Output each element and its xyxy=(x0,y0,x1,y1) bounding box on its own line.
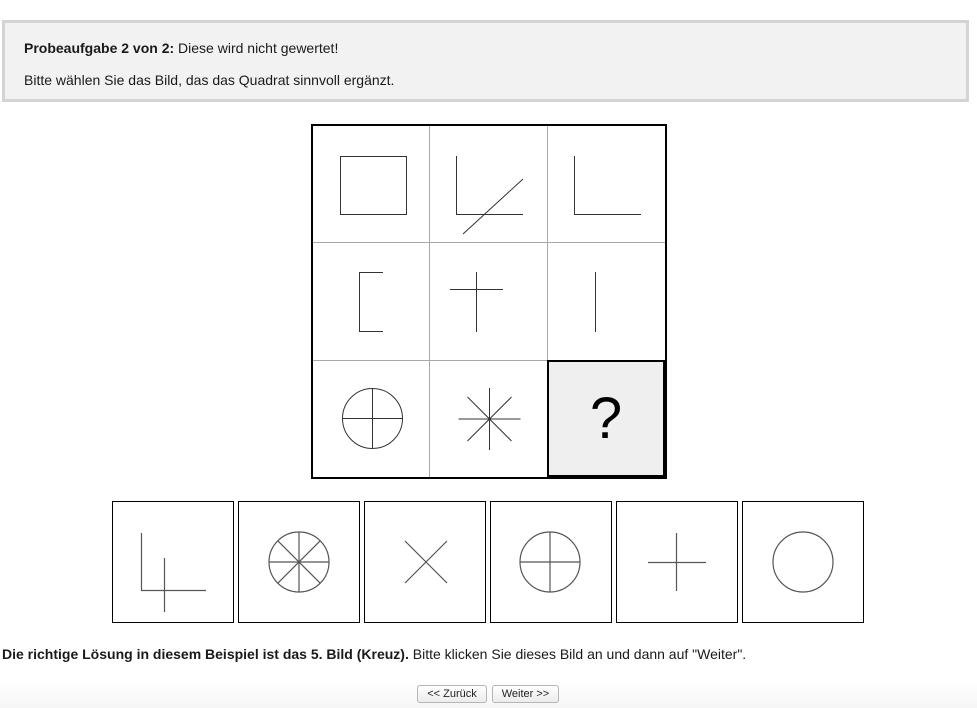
puzzle-matrix xyxy=(311,124,667,479)
open-bracket-figure xyxy=(313,243,429,360)
l-shape-with-diagonal-figure xyxy=(430,126,547,242)
answer-option-2[interactable] xyxy=(238,501,360,623)
back-button[interactable]: << Zurück xyxy=(417,685,487,703)
task-heading xyxy=(24,40,338,56)
missing-cell-question: ? xyxy=(547,360,665,477)
circle-figure xyxy=(743,502,863,622)
l-shape-with-vertical-line-figure xyxy=(113,502,233,622)
solution-hint xyxy=(2,646,746,662)
answer-option-3[interactable] xyxy=(364,501,486,623)
matrix-cell-vertical-line xyxy=(548,243,665,360)
matrix-cell-plus xyxy=(430,243,547,360)
rectangle-figure xyxy=(313,126,429,242)
task-label: Probeaufgabe 2 von 2: xyxy=(24,40,175,56)
matrix-cell-l-shape xyxy=(548,126,665,242)
matrix-cell-circle-cross xyxy=(313,361,429,477)
asterisk-star-figure xyxy=(430,361,547,477)
solution-hint-rest: Bitte klicken Sie dieses Bild an und dann auf "Weiter". xyxy=(408,646,747,662)
answer-option-1[interactable] xyxy=(112,501,234,623)
matrix-cell-rectangle xyxy=(313,126,429,242)
l-shape-figure xyxy=(548,126,665,242)
instruction-box xyxy=(2,20,969,102)
answer-option-5[interactable] xyxy=(616,501,738,623)
matrix-cell-l-diagonal xyxy=(430,126,547,242)
circle-with-star-figure xyxy=(239,502,359,622)
x-cross-figure xyxy=(365,502,485,622)
task-note: Diese wird nicht gewertet! xyxy=(174,40,339,56)
answer-option-6[interactable] xyxy=(742,501,864,623)
circle-with-cross-figure xyxy=(313,361,429,477)
vertical-line-figure xyxy=(548,243,665,360)
circle-with-cross-figure xyxy=(491,502,611,622)
plus-cross-figure xyxy=(430,243,547,360)
answer-option-4[interactable] xyxy=(490,501,612,623)
task-prompt: Bitte wählen Sie das Bild, das das Quadrat sinnvoll ergänzt. xyxy=(24,72,395,88)
matrix-cell-bracket xyxy=(313,243,429,360)
matrix-cell-asterisk xyxy=(430,361,547,477)
plus-cross-figure xyxy=(617,502,737,622)
solution-hint-bold: Die richtige Lösung in diesem Beispiel ist das 5. Bild (Kreuz). xyxy=(2,646,409,662)
next-button[interactable]: Weiter >> xyxy=(492,685,559,703)
footer-bar xyxy=(0,680,977,708)
